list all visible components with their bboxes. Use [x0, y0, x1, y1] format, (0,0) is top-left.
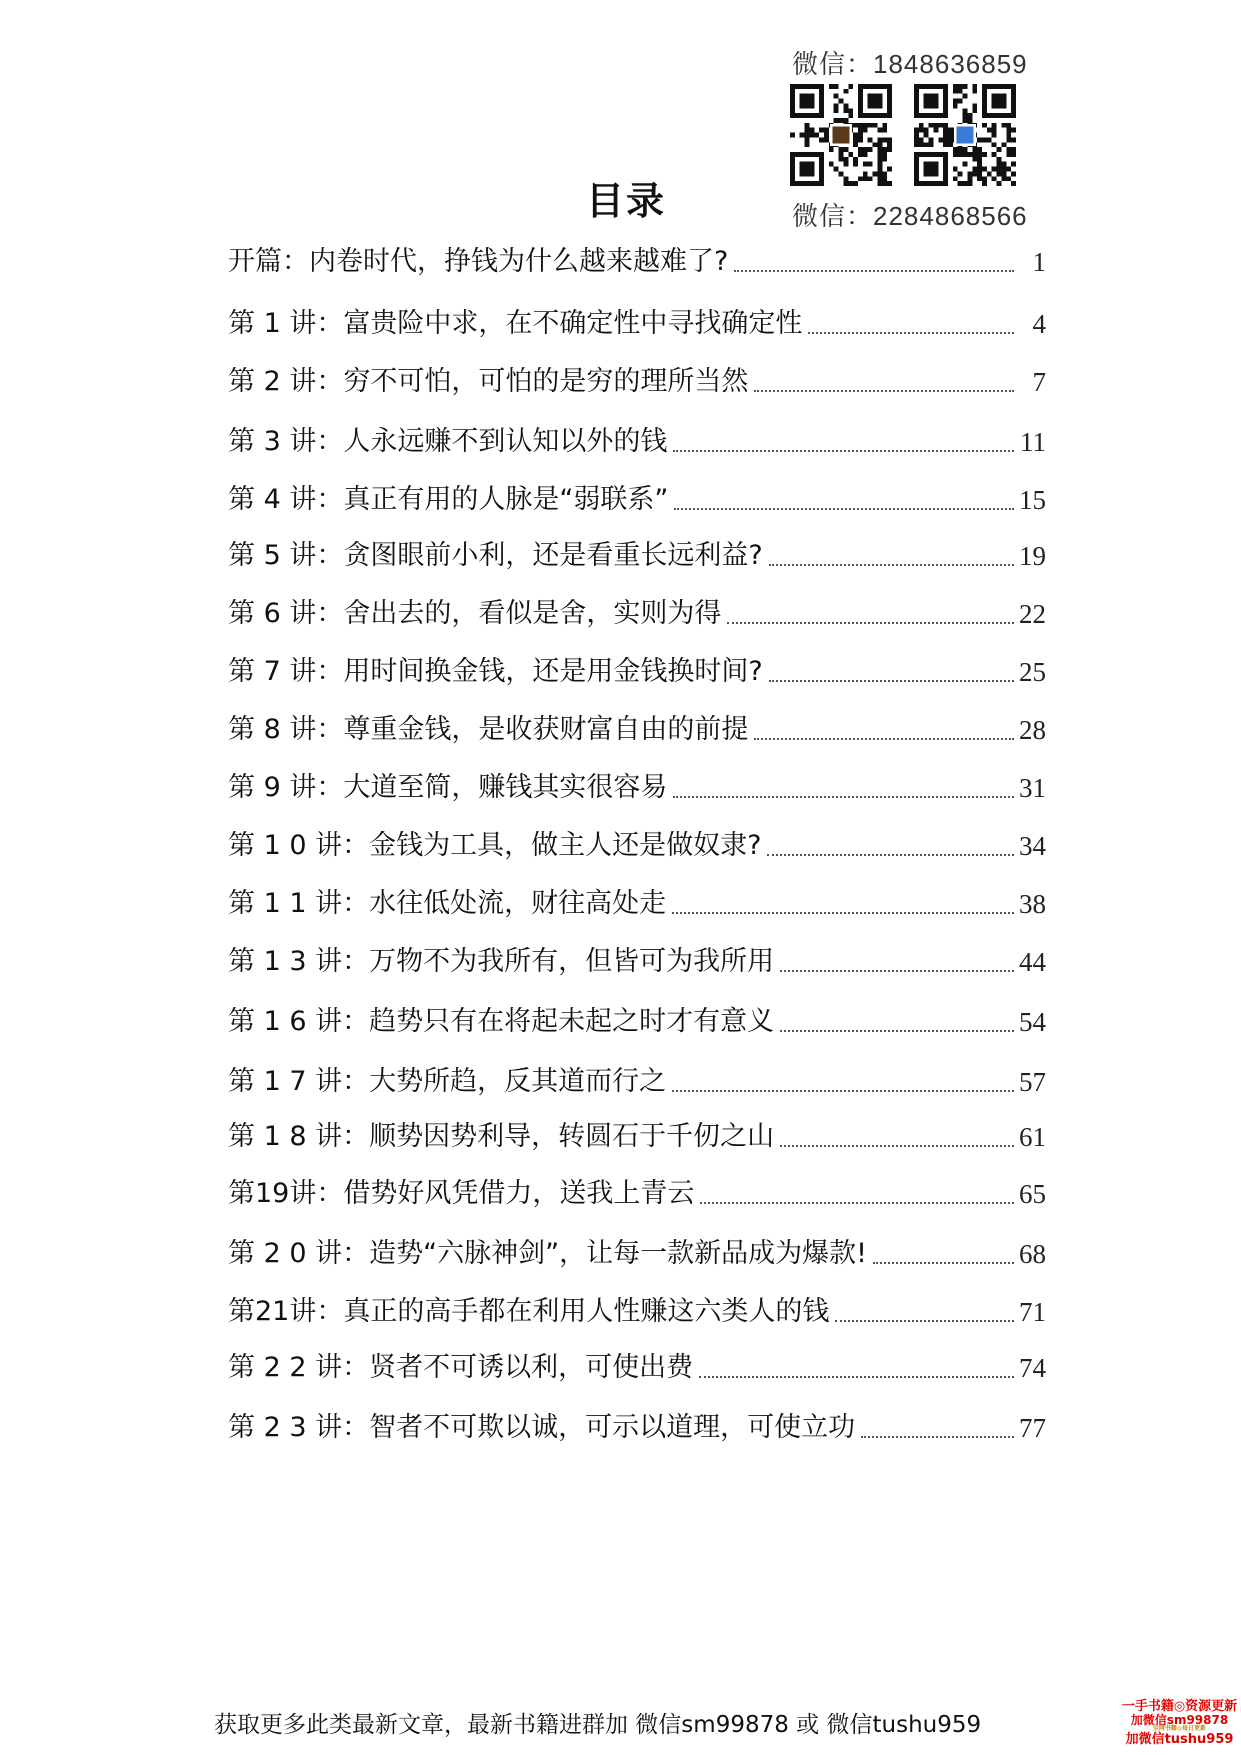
toc-entry-page: 19 [1019, 541, 1046, 571]
wechat-contact-top [792, 44, 1028, 81]
toc-entry-page: 31 [1019, 773, 1046, 803]
qr-code-icon [790, 84, 892, 186]
dot-leader [672, 1089, 1014, 1092]
wechat-label: 微信： [792, 50, 874, 80]
toc-entry-page: 7 [1032, 367, 1046, 397]
dot-leader [767, 853, 1014, 856]
toc-entry[interactable] [228, 1002, 1046, 1042]
toc-entry[interactable] [228, 1174, 1046, 1214]
toc-entry[interactable] [228, 362, 1046, 402]
dot-leader [734, 269, 1014, 272]
dot-leader [769, 563, 1014, 566]
toc-entry-title: 第 9 讲：大道至简，赚钱其实很容易 [228, 772, 668, 803]
footer-text: 获取更多此类最新文章，最新书籍进群加 微信sm99878 或 微信tushu959 [214, 1712, 982, 1738]
promo-line: 加微信tushu959 [1125, 1731, 1234, 1747]
toc-entry-title: 第19讲：借势好风凭借力，送我上青云 [228, 1178, 695, 1209]
toc-entry-title: 第 5 讲：贪图眼前小利，还是看重长远利益? [228, 540, 763, 571]
toc-entry-page: 57 [1019, 1067, 1046, 1097]
toc-entry-title: 第 1 7 讲：大势所趋，反其道而行之 [228, 1066, 667, 1097]
dot-leader [672, 911, 1014, 914]
toc-entry-page: 22 [1019, 599, 1046, 629]
toc-entry-page: 65 [1019, 1179, 1046, 1209]
dot-leader [754, 389, 1014, 392]
toc-entry[interactable] [228, 242, 1046, 282]
wechat-contact-bottom [792, 196, 1028, 233]
toc-entry[interactable] [228, 884, 1046, 924]
toc-entry-page: 4 [1032, 309, 1046, 339]
dot-leader [727, 621, 1014, 624]
qr-code-icon [914, 84, 1016, 186]
toc-entry-page: 28 [1019, 715, 1046, 745]
dot-leader [674, 507, 1014, 510]
dot-leader [835, 1319, 1014, 1322]
toc-entry-title: 第 4 讲：真正有用的人脉是“弱联系” [228, 484, 669, 515]
toc-entry[interactable] [228, 1117, 1046, 1157]
toc-entry-page: 44 [1019, 947, 1046, 977]
dot-leader [780, 1144, 1014, 1147]
toc-entry[interactable] [228, 768, 1046, 808]
toc-entry-page: 61 [1019, 1122, 1046, 1152]
toc-entry-title: 第 1 讲：富贵险中求，在不确定性中寻找确定性 [228, 308, 803, 339]
wechat-label: 微信： [792, 202, 874, 232]
promo-line: 一手书籍◎资源更新 [1121, 1699, 1238, 1714]
toc-entry[interactable] [228, 1348, 1046, 1388]
toc-entry-title: 第 2 2 讲：贤者不可诱以利，可使出费 [228, 1352, 694, 1383]
wechat-number: 1848636859 [873, 49, 1028, 79]
dot-leader [873, 1261, 1014, 1264]
page-title: 目录 [586, 179, 667, 223]
dot-leader [699, 1375, 1014, 1378]
toc-entry[interactable] [228, 1408, 1046, 1448]
toc-entry-title: 第 3 讲：人永远赚不到认知以外的钱 [228, 426, 668, 457]
toc-entry-title: 第 1 1 讲：水往低处流，财往高处走 [228, 888, 667, 919]
toc-entry-page: 54 [1019, 1007, 1046, 1037]
toc-entry-title: 第 7 讲：用时间换金钱，还是用金钱换时间? [228, 656, 763, 687]
toc-entry[interactable] [228, 652, 1046, 692]
toc-entry[interactable] [228, 536, 1046, 576]
dot-leader [780, 1029, 1014, 1032]
toc-entry-title: 第 6 讲：舍出去的，看似是舍，实则为得 [228, 598, 722, 629]
dot-leader [861, 1435, 1014, 1438]
toc-entry-page: 74 [1019, 1353, 1046, 1383]
dot-leader [673, 449, 1014, 452]
toc-entry[interactable] [228, 1062, 1046, 1102]
promo-line: 全网书籍◎每日更新 [1152, 1725, 1207, 1733]
toc-entry-page: 15 [1019, 485, 1046, 515]
toc-entry-page: 68 [1019, 1239, 1046, 1269]
toc-entry[interactable] [228, 942, 1046, 982]
toc-entry-page: 25 [1019, 657, 1046, 687]
toc-entry-title: 第 2 3 讲：智者不可欺以诚，可示以道理，可使立功 [228, 1412, 856, 1443]
toc-entry-title: 第21讲：真正的高手都在利用人性赚这六类人的钱 [228, 1296, 830, 1327]
toc-entry-title: 第 1 6 讲：趋势只有在将起未起之时才有意义 [228, 1006, 775, 1037]
toc-entry[interactable] [228, 710, 1046, 750]
promo-watermark [1118, 1700, 1241, 1746]
toc-entry-title: 第 2 讲：穷不可怕，可怕的是穷的理所当然 [228, 366, 749, 397]
dot-leader [673, 795, 1014, 798]
toc-entry[interactable] [228, 826, 1046, 866]
toc-entry-title: 开篇：内卷时代，挣钱为什么越来越难了? [228, 246, 729, 277]
dot-leader [700, 1201, 1014, 1204]
toc-entry-title: 第 1 0 讲：金钱为工具，做主人还是做奴隶? [228, 830, 762, 861]
dot-leader [808, 331, 1014, 334]
toc-entry-page: 38 [1019, 889, 1046, 919]
toc-entry-title: 第 2 0 讲：造势“六脉神剑”，让每一款新品成为爆款! [228, 1238, 867, 1269]
toc-entry[interactable] [228, 1292, 1046, 1332]
wechat-number: 2284868566 [873, 201, 1028, 231]
toc-entry-title: 第 1 8 讲：顺势因势利导，转圆石于千仞之山 [228, 1121, 775, 1152]
toc-entry-page: 1 [1032, 247, 1046, 277]
toc-entry-page: 11 [1020, 427, 1046, 457]
toc-entry-title: 第 8 讲：尊重金钱，是收获财富自由的前提 [228, 714, 749, 745]
promo-line: 加微信sm99878 [1130, 1712, 1229, 1727]
toc-entry[interactable] [228, 1234, 1046, 1274]
toc-entry-page: 77 [1019, 1413, 1046, 1443]
toc-entry-page: 34 [1019, 831, 1046, 861]
toc-entry[interactable] [228, 594, 1046, 634]
toc-entry[interactable] [228, 480, 1046, 520]
toc-entry-title: 第 1 3 讲：万物不为我所有，但皆可为我所用 [228, 946, 775, 977]
toc-entry[interactable] [228, 304, 1046, 344]
dot-leader [780, 969, 1014, 972]
toc-entry-page: 71 [1019, 1297, 1046, 1327]
dot-leader [769, 679, 1014, 682]
toc-entry[interactable] [228, 422, 1046, 462]
dot-leader [754, 737, 1014, 740]
